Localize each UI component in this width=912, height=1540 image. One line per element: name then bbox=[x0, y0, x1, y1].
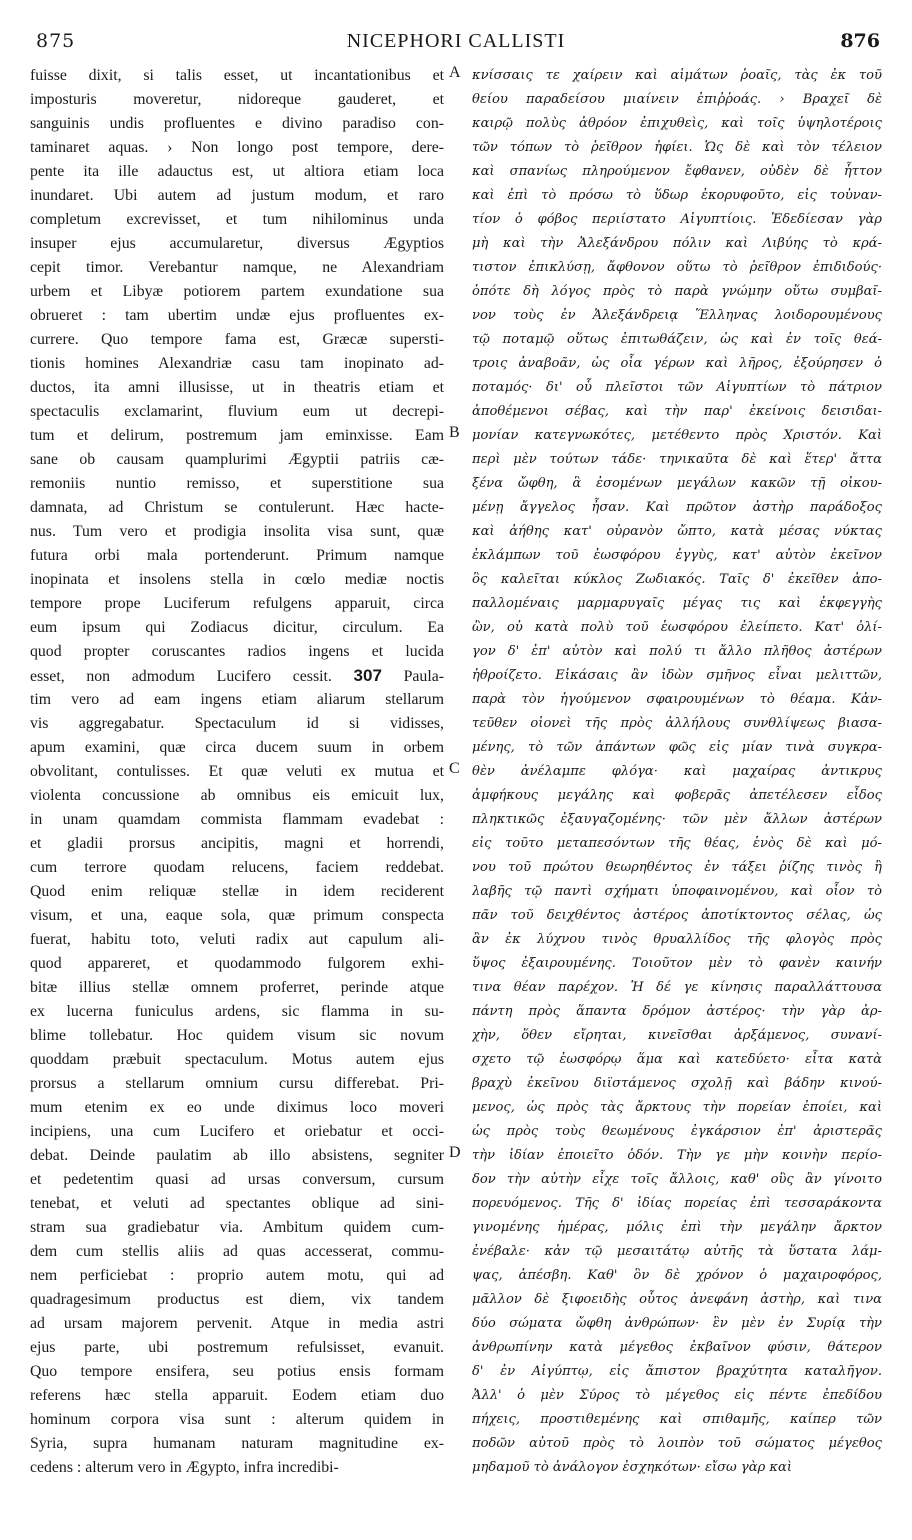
latin-text-line: stram sua gradiebatur via. Ambitum quidem cum- bbox=[30, 1219, 444, 1236]
greek-text-line: παρὰ τὸν ἡγούμενον σφαιρουμένων τὸ θέαμα. Κἀν- bbox=[472, 692, 882, 707]
greek-text-line: ποταμός· δι' οὗ πλεῖστοι τῶν Αἰγυπτίων τὸ πάτριον bbox=[472, 380, 882, 395]
greek-text-line: εἰς τοῦτο μεταπεσόντων τῆς θέας, ἑνὸς δὲ καὶ μό- bbox=[472, 836, 882, 851]
latin-text-line: apum examini, quæ circa ducem suum in orbem bbox=[30, 739, 444, 756]
latin-text-line: ad ursam majorem pervenit. Atque in media astri bbox=[30, 1315, 444, 1332]
greek-text-line: δον τὴν αὐτὴν εἶχε τοῖς ἄλλοις, καθ' οὓς ἂν γίνοιτο bbox=[472, 1172, 882, 1187]
greek-text-line: λαβῆς τῷ παντὶ σχήματι ὑποφαινομένου, καὶ οἷον τὸ bbox=[472, 884, 882, 899]
greek-text-line: περὶ μὲν τούτων τάδε· τηνικαῦτα δὲ καὶ ἕτερ' ἄττα bbox=[472, 452, 882, 467]
latin-text-line: inopinata et insolens stella in cœlo mediæ noctis bbox=[30, 571, 444, 588]
greek-text-line: μὴ καὶ τὴν Ἀλεξάνδρου πόλιν καὶ Λιβύης τὸ κρά- bbox=[472, 236, 882, 251]
latin-text-line: in unam quamdam commista flammam evadebat : bbox=[30, 811, 444, 828]
latin-column bbox=[30, 64, 444, 1480]
latin-text-line: incipiens, una cum Lucifero et oriebatur et occi- bbox=[30, 1123, 444, 1140]
latin-text-line: et gladii prorsus ancipitis, magni et horrendi, bbox=[30, 835, 444, 852]
latin-text-line: urbem et Libyæ potiorem partem exundatione sua bbox=[30, 283, 444, 300]
latin-text-line: sane ob causam quamplurimi Ægyptii patriis cæ- bbox=[30, 451, 444, 468]
latin-text-line: hominum corpora visa sunt : alterum quidem in bbox=[30, 1411, 444, 1428]
latin-text-line: ductos, ita amni illusisse, ut in theatris etiam et bbox=[30, 379, 444, 396]
latin-text-line: referens hæc stella apparuit. Eodem etiam duo bbox=[30, 1387, 444, 1404]
running-title: NICEPHORI CALLISTI bbox=[346, 30, 566, 52]
latin-text-line: ejus parte, ubi postremum refulsisset, evanuit. bbox=[30, 1339, 444, 1356]
latin-text-line: Syria, supra humanam naturam magnitudine ex- bbox=[30, 1435, 444, 1452]
latin-text-line: cum terrore quodam relucens, faciem reddebat. bbox=[30, 859, 444, 876]
greek-text-line: κνίσσαις τε χαίρειν καὶ αἱμάτων ῥοαῖς, τὰς ἐκ τοῦ bbox=[472, 68, 882, 83]
greek-text-line: ποδῶν αὐτοῦ πρὸς τὸ λοιπὸν τοῦ σώματος μέγεθος bbox=[472, 1436, 882, 1451]
latin-text-line: futura orbi mala portenderunt. Primum namque bbox=[30, 547, 444, 564]
latin-text-line: cepit timor. Verebantur namque, ne Alexandriam bbox=[30, 259, 444, 276]
latin-text-line: quadragesimum productus est diem, vix tandem bbox=[30, 1291, 444, 1308]
margin-marker-b: B bbox=[449, 424, 460, 441]
greek-text-line: καὶ ἐπὶ τὸ πρόσω τὸ ὕδωρ ἐκορυφοῦτο, εἰς τοὐναν- bbox=[472, 188, 882, 203]
latin-text-line: cedens : alterum vero in Ægypto, infra incredibi- bbox=[30, 1459, 339, 1476]
greek-text-line: ἠθροίζετο. Εἰκάσαις ἂν ἰδὼν σμῆνος εἶναι μελιττῶν, bbox=[472, 668, 882, 683]
latin-text-line: tum et delirum, postremum jam eminxisse. Eam bbox=[30, 427, 444, 444]
greek-text-line: γινομένης ἡμέρας, μόλις ἐπὶ τὴν μεγάλην ἄρκτον bbox=[472, 1220, 882, 1235]
right-page-number: 876 bbox=[840, 30, 880, 52]
latin-text-line: tenebat, et veluti ad spectantes oblique ad sini- bbox=[30, 1195, 444, 1212]
greek-text-line: τιστον ἐπικλύσῃ, ἄφθονον οὕτω τὸ ῥεῖθρον ἐπιδιδούς· bbox=[472, 260, 882, 275]
latin-text-line: blime tollebatur. Hoc quidem visum sic novum bbox=[30, 1027, 444, 1044]
latin-text-line: completum excrevisset, et tum nihilominus unda bbox=[30, 211, 444, 228]
margin-marker-d: D bbox=[449, 1144, 461, 1161]
greek-text-line: δύο σώματα ὤφθη ἀνθρώπων· ἓν μὲν ἐν Συρίᾳ τὴν bbox=[472, 1316, 882, 1331]
latin-text-line: fuisse dixit, si talis esset, ut incantationibus et bbox=[30, 67, 444, 84]
greek-text-line: μονίαν κατεγνωκότες, μετέθεντο πρὸς Χριστόν. Καὶ bbox=[472, 428, 882, 443]
latin-text-line: quod propter coruscantes radios ingens et lucida bbox=[30, 643, 444, 660]
greek-text-line: τὴν ἰδίαν ἐποιεῖτο ὁδόν. Τὴν γε μὴν κοινὴν περίο- bbox=[472, 1148, 882, 1163]
greek-text-line: σχετο τῷ ἑωσφόρῳ ἅμα καὶ κατεδύετο· εἶτα κατὰ bbox=[472, 1052, 882, 1067]
latin-text-line: vis aggregabatur. Spectaculum id si vidisses, bbox=[30, 715, 444, 732]
latin-text-line: Quod enim reliquæ stellæ in idem reciderent bbox=[30, 883, 444, 900]
column-number: 307 bbox=[353, 666, 382, 685]
greek-text-line: ἀνθρωπίνην κατὰ μέγεθος ἐκβαῖνον φύσιν, θάτερον bbox=[472, 1340, 882, 1355]
latin-text-line: fuerat, habitu toto, veluti radix aut capulum ali- bbox=[30, 931, 444, 948]
margin-marker-c: C bbox=[449, 760, 460, 777]
greek-text-line: πήχεις, προστιθεμένης καὶ σπιθαμῆς, καίπερ τῶν bbox=[472, 1412, 882, 1427]
greek-text-line: ὁπότε δὴ λόγος πρὸς τὸ παρὰ γνώμην οὕτω συμβαῖ- bbox=[472, 284, 882, 299]
greek-text-line: πορευόμενος. Τῆς δ' ἰδίας πορείας ἐπὶ τεσσαράκοντα bbox=[472, 1196, 882, 1211]
latin-text-line: eum ipsum qui Zodiacus dicitur, circulum. Ea bbox=[30, 619, 444, 636]
greek-text-line: βραχὺ ἐκεῖνου διϊστάμενος σχολῇ καὶ βάδην κινού- bbox=[472, 1076, 882, 1091]
latin-text-line: tionis homines Alexandriæ casu tam inopinato ad- bbox=[30, 355, 444, 372]
greek-text-line: ἂν ἐκ λύχνου τινὸς θρυαλλίδος τῆς φλογὸς πρὸς bbox=[472, 932, 882, 947]
greek-text-line: τῷ ποταμῷ οὕτως ἐπιτωθάζειν, ὡς καὶ ἐν τοῖς θεά- bbox=[472, 332, 882, 347]
latin-text-line: spectaculis exclamarint, fluvium eum ut decrepi- bbox=[30, 403, 444, 420]
latin-text-line: taminaret aquas. › Non longo post tempore, dere- bbox=[30, 139, 444, 156]
latin-text-line: debat. Deinde paulatim ab illo absistens, segniter bbox=[30, 1147, 444, 1164]
greek-text-line: ξένα ὤφθη, ἃ ἐσομένων μεγάλων κακῶν τῇ οἰκου- bbox=[472, 476, 882, 491]
greek-text-line: μένης, τὸ τῶν ἁπάντων φῶς εἰς μίαν τινὰ συγκρα- bbox=[472, 740, 882, 755]
greek-text-line: ἀποθέμενοι σέβας, καὶ τὴν παρ' ἐκείνοις δεισιδαι- bbox=[472, 404, 882, 419]
greek-text-line: παλλομέναις μαρμαρυγαῖς μέγας τις καὶ ἐκφεγγὴς bbox=[472, 596, 882, 611]
greek-text-line: ὡς πρὸς τοὺς θεωμένους ἐγκάρσιον ἐπ' ἀριστερᾶς bbox=[472, 1124, 882, 1139]
greek-text-line: χὴν, ὅθεν εἴρηται, κινεῖσθαι ἀρξάμενος, συνανί- bbox=[472, 1028, 882, 1043]
greek-text-line: πάντη πρὸς ἅπαντα δρόμον ἀστέρος· τὴν γὰρ ἀρ- bbox=[472, 1004, 882, 1019]
latin-text-line: currere. Quo tempore fama est, Græcæ supersti- bbox=[30, 331, 444, 348]
greek-text-line: μενος, ὡς πρὸς τὰς ἄρκτους τὴν πορείαν ἐποίει, καὶ bbox=[472, 1100, 882, 1115]
latin-text-line: dem cum stellis aliis ad quas accesserat, commu- bbox=[30, 1243, 444, 1260]
greek-text-line: ὢν, οὐ κατὰ πολὺ τοῦ ἑωσφόρου ἐλείπετο. Κατ' ὀλί- bbox=[472, 620, 882, 635]
greek-text-line: ἐκλάμπων τοῦ ἑωσφόρου ἐγγὺς, κατ' αὐτὸν ἐκεῖνον bbox=[472, 548, 882, 563]
latin-text-line: damnata, ad Christum se contulerunt. Hæc hacte- bbox=[30, 499, 444, 516]
greek-text-line: τροις ἀναβοᾶν, ὡς οἷα γέρων καὶ λῆρος, ἐξούρησεν ὁ bbox=[472, 356, 882, 371]
latin-text-line: insuper ejus accumularetur, diversus Ægyptios bbox=[30, 235, 444, 252]
greek-text-line: πληκτικῶς ἐξαυγαζομένης· τῶν μὲν ἄλλων ἀστέρων bbox=[472, 812, 882, 827]
greek-text-line: γον δ' ἐπ' αὐτὸν καὶ πολύ τι ἄλλο πλῆθος ἀστέρων bbox=[472, 644, 882, 659]
latin-text-line: pente ita ille adauctus est, ut altiora etiam loca bbox=[30, 163, 444, 180]
greek-text-line: νον τοὺς ἐν Ἀλεξάνδρειᾳ Ἕλληνας λοιδορουμένους bbox=[472, 308, 882, 323]
greek-text-line: ἐνέβαλε· κἀν τῷ μεσαιτάτῳ αὐτῆς τὰ ὕστατα λάμ- bbox=[472, 1244, 882, 1259]
greek-text-line: ὕψος ἐξαιρουμένης. Τοιοῦτον μὲν τὸ φανὲν καινήν bbox=[472, 956, 882, 971]
greek-text-line: δ' ἐν Αἰγύπτῳ, εἰς ἄπιστον βραχύτητα καταλῆγον. bbox=[472, 1364, 882, 1379]
greek-text-line: μᾶλλον δὲ ξιφοειδὴς οὗτος ἀνεφάνη ἀστὴρ, καὶ τινα bbox=[472, 1292, 882, 1307]
latin-text-line: nem perficiebat : proprio autem motu, qui ad bbox=[30, 1267, 444, 1284]
greek-text-line: τῶν τόπων τὸ ῥεῖθρον ἠφίει. Ὡς δὲ καὶ τὸν τέλειον bbox=[472, 140, 882, 155]
greek-text-line: μηδαμοῦ τὸ ἀνάλογον ἐσχηκότων· εἴσω γὰρ καὶ bbox=[472, 1460, 792, 1475]
latin-text-line: quod appareret, et quodammodo fulgorem exhi- bbox=[30, 955, 444, 972]
page-header bbox=[0, 30, 912, 60]
latin-text-line: violenta concussione ab omnibus eis emicuit lux, bbox=[30, 787, 444, 804]
greek-text-line: ἀμφήκους μεγάλης καὶ φοβερᾶς ἀπετέλεσεν εἶδος bbox=[472, 788, 882, 803]
greek-text-line: τεῦθεν οἱονεὶ τῆς πρὸς ἀλλήλους συνθλίψεως βιασα- bbox=[472, 716, 882, 731]
greek-text-line: καιρῷ πολὺς ἀθρόον ἐπιχυθεὶς, καὶ τοῖς ὑψηλοτέροις bbox=[472, 116, 882, 131]
latin-text-line: ex lucerna funiculus ardens, sic flamma in su- bbox=[30, 1003, 444, 1020]
latin-text-line: visum, et una, eaque sola, quæ primum conspecta bbox=[30, 907, 444, 924]
greek-text-line: τινα θέαν παρέχον. Ἡ δέ γε κίνησις παραλλάττουσα bbox=[472, 980, 882, 995]
greek-text-line: Ἀλλ' ὁ μὲν Σύρος τὸ μέγεθος εἰς πέντε ἐπεδίδου bbox=[472, 1388, 882, 1403]
greek-text-line: καὶ σπανίως πληρούμενον ἔφθανεν, οὐδὲν δὲ ἧττον bbox=[472, 164, 882, 179]
latin-text-line: inundaret. Ubi autem ad justum modum, et raro bbox=[30, 187, 444, 204]
greek-text-line: θείου παραδείσου μιαίνειν ἐπιῤῥοάς. › Βραχεῖ δὲ bbox=[472, 92, 882, 107]
latin-text-line: esset, non admodum Lucifero cessit. 307 Paula- bbox=[30, 666, 444, 685]
left-page-number: 875 bbox=[36, 30, 76, 52]
margin-marker-a: A bbox=[449, 64, 461, 81]
greek-text-line: πᾶν τοῦ δειχθέντος ἀστέρος ἀποτίκτοντος σέλας, ὡς bbox=[472, 908, 882, 923]
greek-text-line: μένῃ ἄγγελος ἦσαν. Καὶ πρῶτον ἀστὴρ παράδοξος bbox=[472, 500, 882, 515]
latin-text-line: nus. Tum vero et prodigia insolita visa sunt, quæ bbox=[30, 523, 444, 540]
latin-text-line: obvolitant, contulisses. Et quæ veluti ex mutua et bbox=[30, 763, 444, 780]
latin-text-line: et pedetentim quasi ad ursas conversum, cursum bbox=[30, 1171, 444, 1188]
latin-text-line: tim vero ad eam ingens etiam aliarum stellarum bbox=[30, 691, 444, 708]
latin-text-line: bitæ illius stellæ omnem proferret, perinde atque bbox=[30, 979, 444, 996]
greek-text-line: καὶ ἀήθης κατ' οὐρανὸν ὤπτο, κατὰ μέσας νύκτας bbox=[472, 524, 882, 539]
latin-text-line: prorsus a stellarum omnium cursu differebat. Pri- bbox=[30, 1075, 444, 1092]
latin-text-line: mum etenim ex eo unde diximus loco moveri bbox=[30, 1099, 444, 1116]
greek-text-line: ψας, ἀπέσβη. Καθ' ὃν δὲ χρόνον ὁ μαχαιροφόρος, bbox=[472, 1268, 882, 1283]
greek-text-line: τίον ὁ φόβος περιίστατο Αἰγυπτίοις. Ἐδεδίεσαν γὰρ bbox=[472, 212, 882, 227]
latin-text-line: tempore prope Luciferum refulgens apparuit, circa bbox=[30, 595, 444, 612]
latin-text-line: Quo tempore ensifera, seu potius ensis formam bbox=[30, 1363, 444, 1380]
latin-text-line: obrueret : tam ubertim undæ ejus profluentes ex- bbox=[30, 307, 444, 324]
latin-text-line: sanguinis undis profluentes e divino paradiso con- bbox=[30, 115, 444, 132]
greek-text-line: νου τοῦ πρώτου θεωρηθέντος ἐν τάξει ῥίζης τινὸς ἢ bbox=[472, 860, 882, 875]
greek-column bbox=[472, 64, 882, 1480]
greek-text-line: θὲν ἀνέλαμπε φλόγα· καὶ μαχαίρας ἀντικρυς bbox=[472, 764, 882, 779]
greek-text-line: ὃς καλεῖται κύκλος Ζωδιακός. Ταῖς δ' ἐκεῖθεν ἀπο- bbox=[472, 572, 882, 587]
latin-text-line: quoddam præbuit spectaculum. Motus autem ejus bbox=[30, 1051, 444, 1068]
latin-text-line: imposturis moveretur, nidoreque gauderet, et bbox=[30, 91, 444, 108]
latin-text-line: remoniis nuntio remisso, et superstitione sua bbox=[30, 475, 444, 492]
